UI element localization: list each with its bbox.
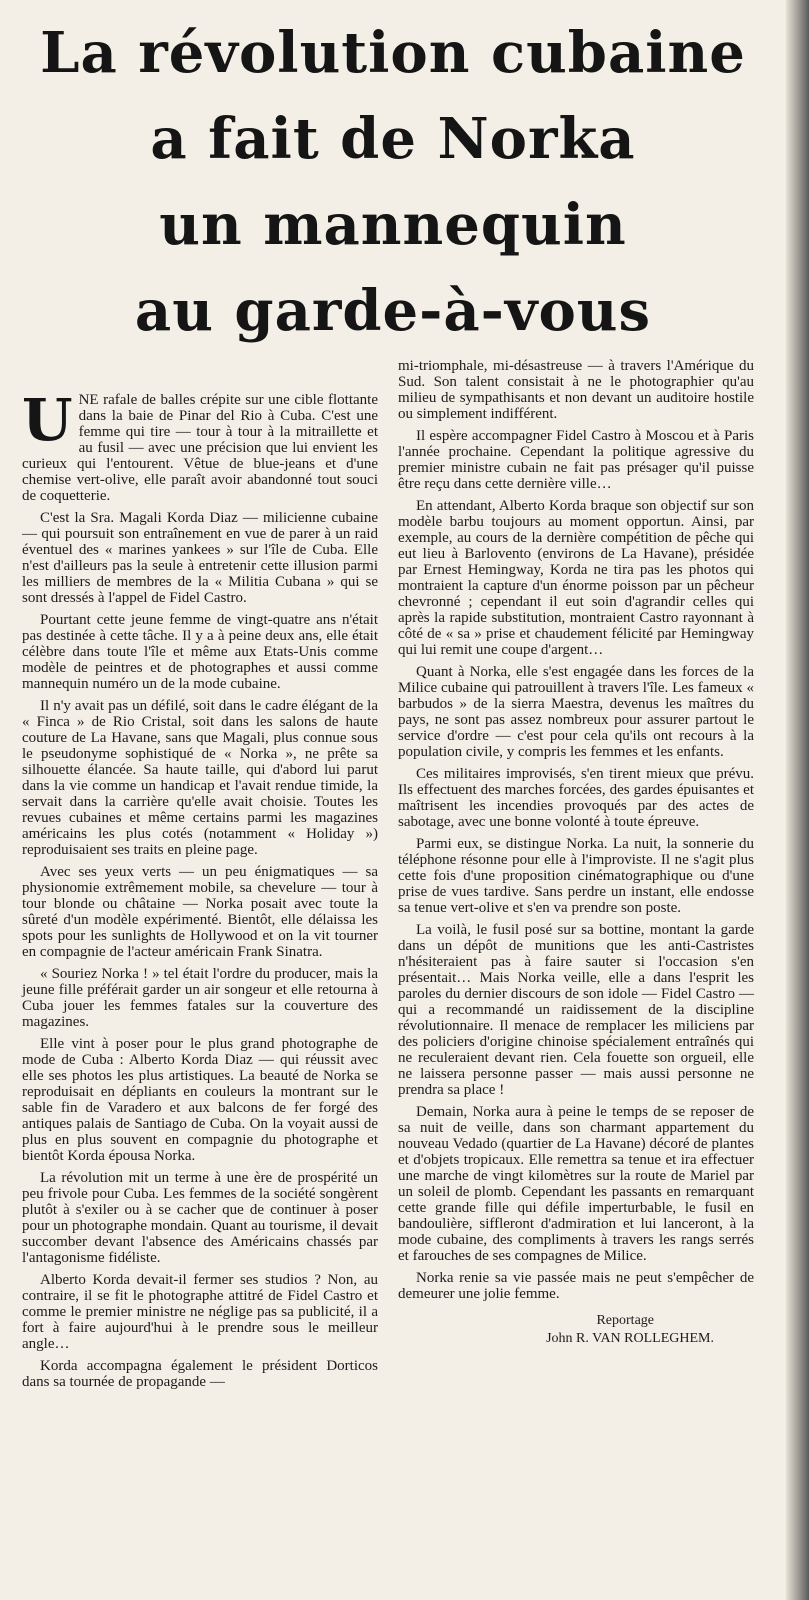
byline-author: John R. VAN ROLLEGHEM. (546, 1331, 714, 1346)
article-paragraph: Elle vint à poser pour le plus grand photographe de mode de Cuba : Alberto Korda Diaz — qui réussit avec elle ses photos les plus artistiques. La beauté de Norka se reproduisait en dépliants en couleurs la montrant sur le sable fin de Varadero et aux balcons de fer forgé des antiques palais de Santiago de Cuba. On la voyait aussi de plus en plus souvent en compagnie du photographe et bientôt Korda épousa Norka. (22, 1036, 378, 1164)
article-paragraph: Alberto Korda devait-il fermer ses studios ? Non, au contraire, il se fit le photographe attitré de Fidel Castro et comme le premier ministre ne néglige pas sa publicité, il a fort à faire aujourd'hui à le prendre sous le meilleur angle… (22, 1272, 378, 1352)
article-paragraph: Demain, Norka aura à peine le temps de se reposer de sa nuit de veille, dans son charmant appartement du nouveau Vedado (quartier de La Havane) décoré de plantes et d'objets tropicaux. Elle remettra sa tenue et ira effectuer une marche de vingt kilomètres sur la route de Mariel par un soleil de plomb. Cependant les passants en remarquant cette grande fille qui défile imperturbable, le fusil en bandoulière, siffleront d'admiration et lui lanceront, à la mode cubaine, des compliments à travers les rangs serrés et farouches de ses compagnes de Milice. (398, 1104, 754, 1264)
headline-line: La révolution cubaine (40, 20, 746, 86)
article-paragraph: Il espère accompagner Fidel Castro à Moscou et à Paris l'année prochaine. Cependant la politique agressive du premier ministre cubain ne fait pas présager qu'il puisse être reçu dans cette dernière ville… (398, 428, 754, 492)
article-paragraph: Quant à Norka, elle s'est engagée dans les forces de la Milice cubaine qui patrouillent à travers l'île. Les fameux « barbudos » de la sierra Maestra, devenus les maîtres du pays, ne sont pas assez nombreux pour assurer partout le service d'ordre — c'est pour cela qu'ils ont recours à la population civile, y compris les femmes et les enfants. (398, 664, 754, 760)
article-paragraph: La voilà, le fusil posé sur sa bottine, montant la garde dans un dépôt de munitions que les anti-Castristes n'hésiteraient pas à faire sauter si l'occasion s'en présentait… Mais Norka veille, elle a dans l'esprit les paroles du dernier discours de son idole — Fidel Castro — qui a recommandé un raidissement de la discipline révolutionnaire. Il menace de remplacer les miliciens par des policiers d'origine chinoise spécialement entraînés qui ne reculeraient devant rien. Cela fouette son orgueil, elle ne laissera personne passer — mais aussi personne ne prendra sa place ! (398, 922, 754, 1098)
article-paragraph: mi-triomphale, mi-désastreuse — à travers l'Amérique du Sud. Son talent consistait à ne le photographier qu'au milieu de sympathisants et non devant un auditoire hostile ou simplement indifférent. (398, 358, 754, 422)
headline-line: a fait de Norka (150, 106, 636, 172)
article-paragraph: « Souriez Norka ! » tel était l'ordre du producer, mais la jeune fille préférait garder un air songeur et elle retourna à Cuba jouer les femmes fatales sur la couverture des magazines. (22, 966, 378, 1030)
headline-line: au garde-à-vous (134, 278, 652, 344)
drop-cap: U (22, 386, 73, 454)
article-paragraph: En attendant, Alberto Korda braque son objectif sur son modèle barbu toujours au moment opportun. Ainsi, par exemple, au cours de la dernière compétition de pêche qui eut lieu à Barlovento (environs de La Havane), présidée par Ernest Hemingway, Korda ne tira pas les photos qui montraient la capture d'un énorme poisson par un pêcheur chevronné ; cependant il eut soin d'agrandir celles qui après la rapide substitution, montraient Castro rayonnant à côté de « sa » prise et chaudement félicité par Hemingway qui lui remit une coupe d'argent… (398, 498, 754, 658)
headline (0, 10, 786, 354)
byline (398, 1312, 714, 1348)
headline-line: un mannequin (159, 192, 627, 258)
article-paragraph: La révolution mit un terme à une ère de prospérité un peu frivole pour Cuba. Les femmes de la société songèrent plutôt à s'exiler ou à se cacher que de continuer à poser pour un photographe mondain. Quant au tourisme, il devait succomber devant l'absence des Américains chassés par l'antagonisme fidéliste. (22, 1170, 378, 1266)
byline-role: Reportage (596, 1313, 654, 1328)
article-paragraph (22, 386, 378, 504)
article-paragraph: Norka renie sa vie passée mais ne peut s'empêcher de demeurer une jolie femme. (398, 1270, 754, 1302)
article-paragraph: Avec ses yeux verts — un peu énigmatiques — sa physionomie extrêmement mobile, sa chevelure — tour à tour blonde ou châtaine — Norka posait avec toute la sûreté d'un modèle expérimenté. Bientôt, elle délaissa les spots pour les sunlights de Hollywood et on la vit tourner en compagnie de l'acteur américain Frank Sinatra. (22, 864, 378, 960)
lead-text: NE rafale de balles crépite sur une cible flottante dans la baie de Pinar del Rio à Cuba. C'est une femme qui tire — tour à tour à la mitraillette et au fusil — avec une précision que lui envient les curieux qui l'entourent. Vêtue de blue-jeans et d'une chemise vert-olive, elle paraît avoir abandonné tout souci de coquetterie. (22, 392, 378, 504)
article-paragraph: Pourtant cette jeune femme de vingt-quatre ans n'était pas destinée à cette tâche. Il y a à peine deux ans, elle était célèbre dans toute l'île et même aux Etats-Unis comme modèle de peintres et de photographes et aussi comme mannequin numéro un de la mode cubaine. (22, 612, 378, 692)
article-paragraph: Ces militaires improvisés, s'en tirent mieux que prévu. Ils effectuent des marches forcées, des gardes épuisantes et maîtrisent les incendies provoqués par des actes de sabotage, avec une bonne volonté à toute épreuve. (398, 766, 754, 830)
article-paragraph: Parmi eux, se distingue Norka. La nuit, la sonnerie du téléphone résonne pour elle à l'improviste. Il ne s'agit plus cette fois d'une proposition cinématographique ou d'une prise de vues tardive. Sans perdre un instant, elle endosse sa tenue vert-olive et s'en va prendre son poste. (398, 836, 754, 916)
page-edge (786, 0, 809, 1600)
article-paragraph: Korda accompagna également le président Dorticos dans sa tournée de propagande — (22, 1358, 378, 1390)
article-column-right (398, 358, 754, 1348)
article-paragraph: C'est la Sra. Magali Korda Diaz — milicienne cubaine — qui poursuit son entraînement en vue de parer à un raid éventuel des « marines yankees » sur l'île de Cuba. Elle n'est d'ailleurs pas la seule à entretenir cette illusion parmi les milliers de membres de la « Militia Cubana » qui se sont dressés à l'appel de Fidel Castro. (22, 510, 378, 606)
article-paragraph: Il n'y avait pas un défilé, soit dans le cadre élégant de la « Finca » de Rio Cristal, soit dans les salons de haute couture de La Havane, sans que Magali, plus connue sous le pseudonyme sophistiqué de « Norka », ne prête sa silhouette élancée. Sa haute taille, qui d'abord lui parut dans la vie comme un handicap et l'avait rendue timide, la servait dans la carrière qu'elle avait choisie. Toutes les revues cubaines et même certains parmi les magazines américains les plus cotés (notamment « Holiday ») reproduisaient ses traits en pleine page. (22, 698, 378, 858)
article-column-left (22, 386, 378, 1396)
